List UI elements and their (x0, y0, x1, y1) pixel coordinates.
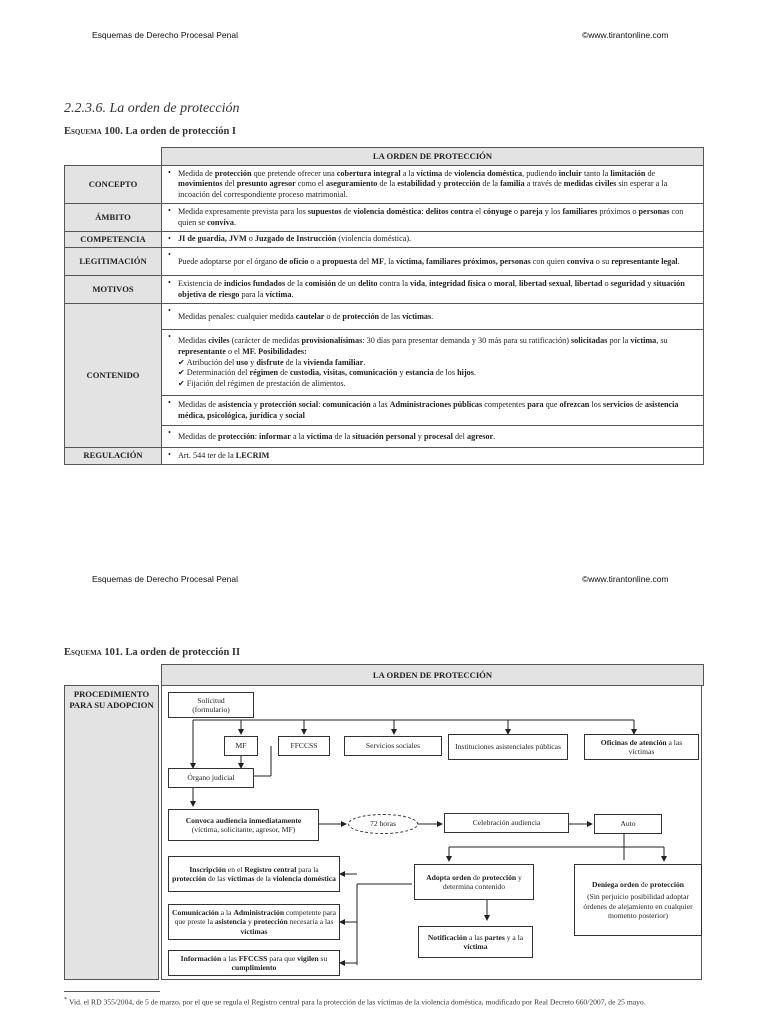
box-auto: Auto (594, 814, 662, 834)
convoca-sub: (víctima, solicitante, agresor, MF) (191, 825, 296, 834)
box-mf: MF (224, 736, 258, 756)
motivos-content: • Existencia de indicios fundados de la comisión de un delito contra la vida, integridad física o moral, libertad sexual, libertad o seguridad y situación objetiva de riesgo para la víctima. (162, 276, 704, 304)
empty-corner (65, 148, 162, 166)
table-heading: LA ORDEN DE PROTECCIÓN (162, 148, 704, 166)
diagram-heading: LA ORDEN DE PROTECCIÓN (161, 664, 704, 686)
page-header-right: ©www.tirantonline.com (582, 30, 669, 40)
row-label-motivos: MOTIVOS (65, 276, 162, 304)
ambito-content: • Medida expresamente prevista para los supuestos de violencia doméstica: delitos contra el cónyuge o pareja y los familiares próximos o personas con quien se conviva. (162, 204, 704, 232)
deniega-sub: (Sin perjuicio posibilidad adoptar órdenes de alejamiento en cualquier momento posterior) (583, 892, 693, 920)
schema-label-2: Esquema (64, 647, 102, 658)
notificacion-text: Notificación a las partes y a la víctima (427, 932, 524, 951)
box-instituciones: Instituciones asistenciales públicas (448, 734, 568, 760)
box-organo-judicial: Órgano judicial (168, 768, 254, 788)
box-celebracion-audiencia: Celebración audiencia (444, 813, 569, 833)
solicitud-text: Solicitud (197, 695, 225, 705)
box-comunicacion (168, 904, 340, 940)
inscripcion-text: Inscripción en el Registro central para la protección de las víctimas de la violencia doméstica (172, 864, 336, 883)
section-title: 2.2.3.6. La orden de protección (64, 101, 240, 116)
competencia-content: • JI de guardia, JVM o Juzgado de Instrucción (violencia doméstica). (162, 232, 704, 248)
oficinas-text: Oficinas de atención a las víctimas (600, 737, 683, 756)
adopta-text: Adopta orden de protección y determina contenido (426, 872, 522, 891)
box-adopta (414, 864, 534, 900)
schema-label-rest: 100. La orden de protección I (101, 126, 236, 137)
schema-label: Esquema (64, 126, 102, 137)
box-inscripcion (168, 856, 340, 892)
footnote (64, 996, 704, 1007)
convoca-text: Convoca audiencia inmediatamente (185, 815, 302, 825)
solicitud-sub: (formulario) (192, 705, 230, 714)
box-deniega (574, 864, 702, 936)
contenido-asistencia: • Medidas de asistencia y protección social: comunicación a las Administraciones públicas competentes para que ofrezcan los servicios de asistencia médica, psicológica, jurídica y social (162, 396, 704, 426)
box-72-horas: 72 horas (348, 814, 418, 834)
box-notificacion (418, 926, 533, 958)
civiles-item-2: ✔ Determinación del régimen de custodia, visitas, comunicación y estancia de los hijos. (178, 368, 698, 379)
row-label-ambito: ÁMBITO (65, 204, 162, 232)
schema-100-title (64, 126, 236, 137)
contenido-proteccion: • Medidas de protección: informar a la víctima de la situación personal y procesal del agresor. (162, 426, 704, 448)
deniega-text: Deniega orden de protección (591, 879, 685, 889)
schema-100-table (64, 147, 704, 465)
row-label-competencia: COMPETENCIA (65, 232, 162, 248)
footnote-text: Vid. el RD 355/2004, de 5 de marzo, por el que se regula el Registro central para la protección de las víctimas de la violencia doméstica, modificado por Real Decreto 660/2007, de 25 mayo. (68, 997, 646, 1007)
page-header-left: Esquemas de Derecho Procesal Penal (92, 30, 238, 40)
box-solicitud (168, 692, 254, 718)
informacion-text: Información a las FFCCSS para que vigilen su cumplimiento (180, 953, 328, 972)
concepto-content: • Medida de protección que pretende ofrecer una cobertura integral a la víctima de violencia doméstica, pudiendo incluir tanto la limitación de movimientos del presunto agresor como el aseguramiento de la estabilidad y protección de la familia a través de medidas civiles sin esperar a la incoación del correspondiente proceso matrimonial. (162, 166, 704, 204)
procedure-label: PROCEDIMIENTO PARA SU ADOPCION (64, 685, 159, 980)
box-oficinas (584, 734, 699, 760)
row-label-legitimacion: LEGITIMACIÓN (65, 248, 162, 276)
civiles-item-1: ✔ Atribución del uso y disfrute de la vivienda familiar. (178, 358, 698, 369)
row-label-concepto: CONCEPTO (65, 166, 162, 204)
contenido-penales: • Medidas penales: cualquier medida cautelar o de protección de las víctimas. (162, 304, 704, 330)
schema-101-title (64, 647, 240, 658)
row-label-contenido: CONTENIDO (65, 304, 162, 448)
schema-label-rest-2: 101. La orden de protección II (101, 647, 241, 658)
page-header-left-2: Esquemas de Derecho Procesal Penal (92, 574, 238, 584)
footnote-rule (64, 991, 160, 992)
comunicacion-text: Comunicación a la Administración competente para que preste la asistencia y protección necesaria a las víctimas (172, 907, 336, 936)
regulacion-content: • Art. 544 ter de la LECRIM (162, 448, 704, 464)
civiles-item-3: ✔ Fijación del régimen de prestación de alimentos. (178, 379, 698, 390)
contenido-civiles: • Medidas civiles (carácter de medidas provisionalísimas: 30 días para presentar demanda y 30 más para su ratificación) solicitadas por la víctima, su representante o el MF. Posibilidades: ✔ Atribución del uso y disfrute de la vivienda familiar. ✔ Determinación del régimen de custodia, visitas, comunicación y estancia de los hijos. ✔ Fijación del régimen de prestación de alimentos. (162, 330, 704, 396)
box-informacion (168, 950, 340, 976)
box-convoca (168, 809, 319, 841)
box-servicios-sociales: Servicios sociales (344, 736, 442, 756)
legitimacion-content: • Puede adoptarse por el órgano de oficio o a propuesta del MF, la víctima, familiares próximos, personas con quien conviva o su representante legal. (162, 248, 704, 276)
footnote-mark: * (64, 996, 68, 1003)
page-header-right-2: ©www.tirantonline.com (582, 574, 669, 584)
row-label-regulacion: REGULACIÓN (65, 448, 162, 464)
schema-101-diagram (64, 664, 704, 981)
box-ffccss: FFCCSS (278, 736, 330, 756)
